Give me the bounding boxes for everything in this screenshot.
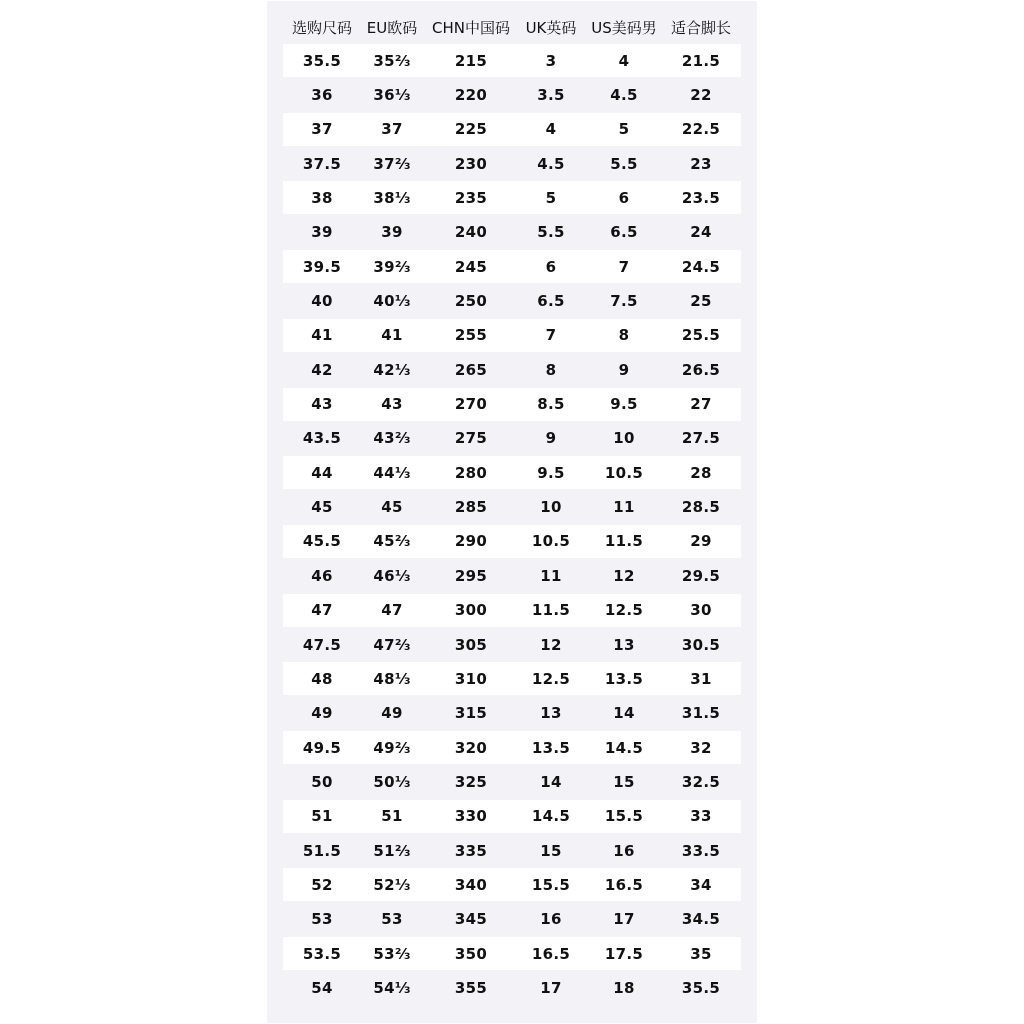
cell-eu-size: 36⅓ [373,85,411,104]
table-row [283,525,741,558]
cell-uk-size: 5.5 [537,223,565,242]
cell-uk-size: 15 [540,841,562,860]
cell-us-mens-size: 7 [618,257,630,276]
table-row [283,216,741,249]
cell-chn-size: 355 [454,979,488,997]
cell-eu-size: 51 [381,807,403,826]
cell-chn-size: 320 [454,738,488,757]
cell-chn-size: 325 [454,772,488,791]
cell-uk-size: 6.5 [537,292,565,310]
cell-us-mens-size: 11 [613,498,635,517]
cell-select-size: 36 [311,85,333,104]
cell-foot-length: 23.5 [681,188,721,207]
table-row [283,765,741,798]
header-foot-length: 适合脚长 [670,18,731,37]
cell-foot-length: 32 [690,738,712,757]
cell-eu-size: 46⅓ [373,566,411,585]
cell-uk-size: 4 [545,120,557,139]
cell-select-size: 49.5 [302,738,342,757]
cell-foot-length: 25 [690,292,712,310]
cell-select-size: 42 [311,360,333,379]
table-row [283,456,741,489]
cell-chn-size: 275 [454,429,488,448]
cell-eu-size: 39⅔ [373,257,411,276]
cell-eu-size: 37 [381,120,403,139]
cell-eu-size: 40⅓ [373,292,411,310]
cell-us-mens-size: 13.5 [604,669,644,688]
cell-chn-size: 240 [454,223,488,242]
cell-foot-length: 21.5 [681,51,721,70]
cell-uk-size: 14.5 [531,807,571,826]
cell-eu-size: 49⅔ [373,738,411,757]
cell-eu-size: 39 [381,223,403,242]
cell-select-size: 45 [311,498,333,517]
cell-chn-size: 315 [454,704,488,723]
cell-chn-size: 330 [454,807,488,826]
cell-eu-size: 37⅔ [373,154,411,173]
table-row [283,594,741,627]
table-row [283,937,741,970]
cell-us-mens-size: 17 [613,910,635,929]
cell-foot-length: 25.5 [681,326,721,345]
cell-foot-length: 29 [690,532,712,551]
cell-select-size: 39 [311,223,333,242]
cell-chn-size: 235 [454,188,488,207]
cell-us-mens-size: 12.5 [604,601,644,620]
header-uk-size: UK英码 [525,18,577,37]
cell-eu-size: 51⅔ [373,841,411,860]
cell-uk-size: 16.5 [531,944,571,963]
table-row [283,388,741,421]
cell-eu-size: 38⅓ [373,188,411,207]
cell-uk-size: 9 [545,429,557,448]
cell-us-mens-size: 14 [613,704,635,723]
cell-uk-size: 16 [540,910,562,929]
cell-us-mens-size: 16 [613,841,635,860]
table-row [283,662,741,695]
cell-chn-size: 225 [454,120,488,139]
cell-select-size: 52 [311,875,333,894]
cell-us-mens-size: 18 [613,979,635,997]
cell-chn-size: 270 [454,395,488,413]
cell-uk-size: 8.5 [537,395,565,413]
cell-select-size: 51.5 [302,841,342,860]
cell-select-size: 38 [311,188,333,207]
cell-foot-length: 33.5 [681,841,721,860]
cell-eu-size: 45 [381,498,403,517]
cell-chn-size: 290 [454,532,488,551]
cell-foot-length: 27.5 [681,429,721,448]
cell-us-mens-size: 16.5 [604,875,644,894]
cell-us-mens-size: 5 [618,120,630,139]
table-row [283,422,741,455]
cell-us-mens-size: 8 [618,326,630,345]
cell-foot-length: 27 [690,395,712,413]
cell-select-size: 49 [311,704,333,723]
cell-eu-size: 41 [381,326,403,345]
cell-foot-length: 24 [690,223,712,242]
cell-uk-size: 17 [540,979,562,997]
cell-eu-size: 42⅓ [373,360,411,379]
header-select-size: 选购尺码 [291,18,352,37]
cell-select-size: 54 [311,979,333,997]
cell-eu-size: 43⅔ [373,429,411,448]
cell-foot-length: 35.5 [681,979,721,997]
cell-us-mens-size: 9 [618,360,630,379]
cell-chn-size: 230 [454,154,488,173]
cell-foot-length: 35 [690,944,712,963]
cell-chn-size: 255 [454,326,488,345]
cell-chn-size: 280 [454,463,488,482]
cell-chn-size: 220 [454,85,488,104]
table-row [283,353,741,386]
table-row [283,834,741,867]
table-row [283,731,741,764]
header-eu-size: EU欧码 [366,18,418,37]
cell-chn-size: 350 [454,944,488,963]
cell-foot-length: 23 [690,154,712,173]
table-row [283,44,741,77]
cell-eu-size: 48⅓ [373,669,411,688]
cell-foot-length: 30.5 [681,635,721,654]
cell-select-size: 44 [311,463,333,482]
cell-uk-size: 13.5 [531,738,571,757]
cell-uk-size: 12.5 [531,669,571,688]
cell-chn-size: 300 [454,601,488,620]
cell-chn-size: 305 [454,635,488,654]
cell-us-mens-size: 10.5 [604,463,644,482]
cell-uk-size: 11 [540,566,562,585]
cell-us-mens-size: 7.5 [610,292,638,310]
cell-uk-size: 7 [545,326,557,345]
cell-eu-size: 52⅓ [373,875,411,894]
cell-us-mens-size: 13 [613,635,635,654]
cell-chn-size: 215 [454,51,488,70]
cell-foot-length: 34.5 [681,910,721,929]
cell-eu-size: 45⅔ [373,532,411,551]
cell-foot-length: 26.5 [681,360,721,379]
cell-select-size: 46 [311,566,333,585]
cell-uk-size: 5 [545,188,557,207]
cell-uk-size: 9.5 [537,463,565,482]
cell-eu-size: 49 [381,704,403,723]
cell-us-mens-size: 6 [618,188,630,207]
cell-chn-size: 335 [454,841,488,860]
cell-foot-length: 28.5 [681,498,721,517]
cell-uk-size: 12 [540,635,562,654]
cell-select-size: 48 [311,669,333,688]
cell-eu-size: 50⅓ [373,772,411,791]
cell-chn-size: 265 [454,360,488,379]
cell-chn-size: 310 [454,669,488,688]
cell-uk-size: 3.5 [537,85,565,104]
table-row [283,559,741,592]
cell-select-size: 53 [311,910,333,929]
cell-us-mens-size: 14.5 [604,738,644,757]
cell-uk-size: 10.5 [531,532,571,551]
table-row [283,113,741,146]
cell-uk-size: 3 [545,51,557,70]
cell-select-size: 50 [311,772,333,791]
cell-chn-size: 245 [454,257,488,276]
cell-select-size: 40 [311,292,333,310]
cell-foot-length: 22.5 [681,120,721,139]
cell-chn-size: 295 [454,566,488,585]
cell-foot-length: 33 [690,807,712,826]
cell-us-mens-size: 15.5 [604,807,644,826]
cell-uk-size: 6 [545,257,557,276]
table-row [283,628,741,661]
cell-select-size: 43.5 [302,429,342,448]
cell-uk-size: 11.5 [531,601,571,620]
cell-select-size: 47 [311,601,333,620]
cell-uk-size: 8 [545,360,557,379]
cell-select-size: 35.5 [302,51,342,70]
cell-us-mens-size: 6.5 [610,223,638,242]
cell-eu-size: 53⅔ [373,944,411,963]
cell-foot-length: 31 [690,669,712,688]
cell-select-size: 47.5 [302,635,342,654]
cell-select-size: 37 [311,120,333,139]
cell-select-size: 37.5 [302,154,342,173]
cell-us-mens-size: 4 [618,51,630,70]
table-row [283,868,741,901]
cell-eu-size: 53 [381,910,403,929]
header-chn-size: CHN中国码 [432,18,510,37]
cell-select-size: 45.5 [302,532,342,551]
cell-uk-size: 4.5 [537,154,565,173]
cell-us-mens-size: 11.5 [604,532,644,551]
cell-foot-length: 22 [690,85,712,104]
table-row [283,78,741,111]
cell-select-size: 51 [311,807,333,826]
cell-foot-length: 29.5 [681,566,721,585]
cell-uk-size: 10 [540,498,562,517]
table-row [283,181,741,214]
cell-chn-size: 250 [454,292,488,310]
table-row [283,250,741,283]
cell-foot-length: 30 [690,601,712,620]
table-row [283,285,741,318]
cell-eu-size: 47⅔ [373,635,411,654]
table-row [283,697,741,730]
table-row [283,800,741,833]
cell-uk-size: 15.5 [531,875,571,894]
cell-eu-size: 47 [381,601,403,620]
cell-eu-size: 43 [381,395,403,413]
cell-select-size: 43 [311,395,333,413]
size-chart-header [283,10,741,44]
cell-us-mens-size: 4.5 [610,85,638,104]
cell-foot-length: 24.5 [681,257,721,276]
cell-select-size: 41 [311,326,333,345]
cell-foot-length: 32.5 [681,772,721,791]
cell-chn-size: 285 [454,498,488,517]
table-row [283,903,741,936]
cell-select-size: 53.5 [302,944,342,963]
cell-us-mens-size: 5.5 [610,154,638,173]
table-row [283,972,741,1005]
cell-eu-size: 35⅔ [373,51,411,70]
cell-foot-length: 34 [690,875,712,894]
cell-select-size: 39.5 [302,257,342,276]
cell-uk-size: 14 [540,772,562,791]
table-row [283,147,741,180]
cell-eu-size: 44⅓ [373,463,411,482]
table-row [283,319,741,352]
cell-uk-size: 13 [540,704,562,723]
cell-chn-size: 340 [454,875,488,894]
header-us-mens-size: US美码男 [591,18,657,37]
cell-eu-size: 54⅓ [373,979,411,997]
cell-foot-length: 28 [690,463,712,482]
cell-us-mens-size: 10 [613,429,635,448]
cell-us-mens-size: 17.5 [604,944,644,963]
cell-foot-length: 31.5 [681,704,721,723]
cell-us-mens-size: 9.5 [610,395,638,413]
cell-us-mens-size: 12 [613,566,635,585]
cell-us-mens-size: 15 [613,772,635,791]
cell-chn-size: 345 [454,910,488,929]
table-row [283,491,741,524]
